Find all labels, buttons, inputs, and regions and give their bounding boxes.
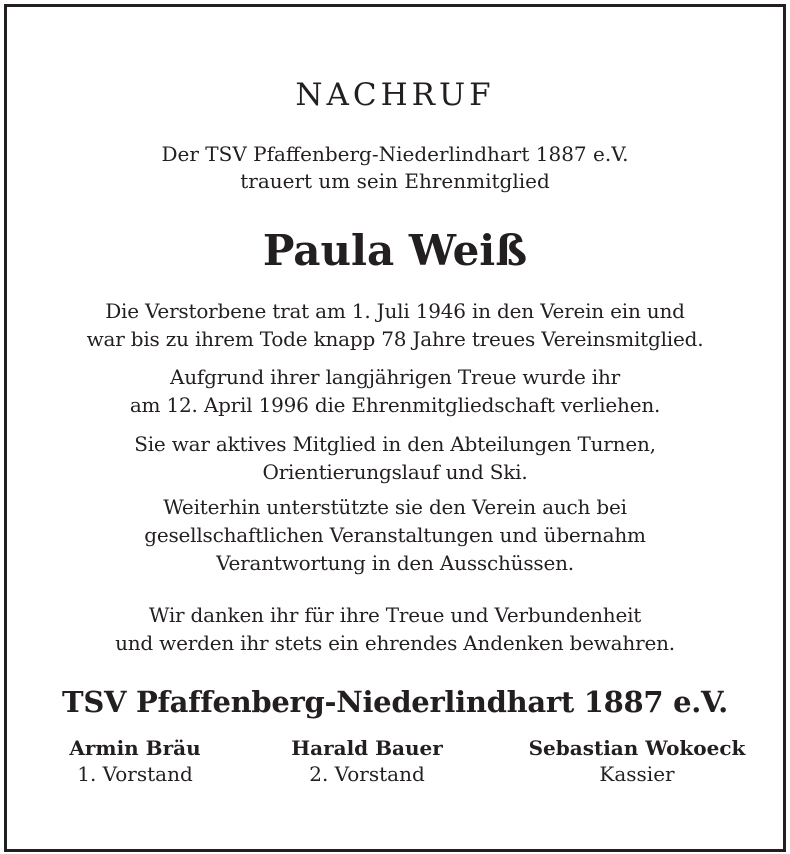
- club-name: TSV Pfaffenberg-Niederlindhart 1887 e.V.: [62, 685, 728, 719]
- paragraph-line: Verantwortung in den Ausschüssen.: [216, 551, 574, 575]
- signer-role: 2. Vorstand: [309, 762, 425, 786]
- paragraph-membership: [7, 297, 783, 353]
- signer-name: Sebastian Wokoeck: [528, 736, 746, 760]
- paragraph-line: Die Verstorbene trat am 1. Juli 1946 in den Verein ein und: [105, 299, 685, 323]
- paragraph-line: Aufgrund ihrer langjährigen Treue wurde ihr: [169, 365, 621, 389]
- paragraph-line: Sie war aktives Mitglied in den Abteilungen Turnen,: [134, 432, 656, 456]
- paragraph-departments: [7, 430, 783, 486]
- paragraph-honorary: [7, 363, 783, 419]
- signer-name: Harald Bauer: [291, 736, 443, 760]
- intro-text: [7, 141, 783, 195]
- intro-line: Der TSV Pfaffenberg-Niederlindhart 1887 e.V.: [161, 142, 629, 166]
- signer-treasurer: [517, 735, 757, 787]
- paragraph-line: am 12. April 1996 die Ehrenmitgliedschaft verliehen.: [129, 393, 661, 417]
- paragraph-line: war bis zu ihrem Tode knapp 78 Jahre treues Vereinsmitglied.: [86, 327, 704, 351]
- paragraph-line: Orientierungslauf und Ski.: [262, 460, 528, 484]
- paragraph-support: [7, 493, 783, 577]
- signer-role: 1. Vorstand: [77, 762, 193, 786]
- obituary-frame: [4, 4, 786, 852]
- paragraph-line: und werden ihr stets ein ehrendes Andenken bewahren.: [115, 631, 675, 655]
- signer-name: Armin Bräu: [69, 736, 201, 760]
- deceased-name: Paula Weiß: [262, 226, 528, 275]
- paragraph-line: Wir danken ihr für ihre Treue und Verbundenheit: [148, 603, 642, 627]
- signer-second-chair: [287, 735, 447, 787]
- intro-line: trauert um sein Ehrenmitglied: [240, 169, 550, 193]
- paragraph-line: gesellschaftlichen Veranstaltungen und übernahm: [144, 523, 646, 547]
- paragraph-line: Weiterhin unterstützte sie den Verein auch bei: [163, 495, 627, 519]
- signer-first-chair: [55, 735, 215, 787]
- obituary-heading: NACHRUF: [295, 77, 495, 113]
- signer-role: Kassier: [599, 762, 675, 786]
- paragraph-thanks: [7, 601, 783, 657]
